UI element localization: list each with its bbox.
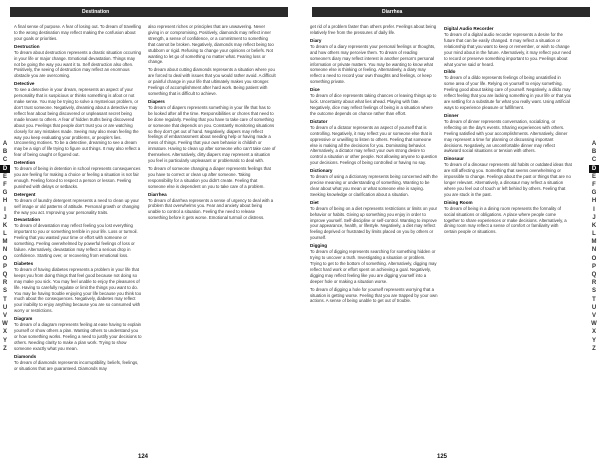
index-letter-x[interactable]: X bbox=[2, 329, 7, 336]
entry-title: Diagram bbox=[14, 316, 33, 322]
entry-body: To dream of a digital audio recorder represents a desire for the future that can be easily changed. It may reflect a situation or relationship that you want to keep or remember, or wish to change your mind about in the future. Alternatively, it may reflect your need to record or preserve something important to you. Feelings about what you've said or heard. bbox=[444, 32, 571, 67]
index-letter-c[interactable]: C bbox=[2, 157, 8, 164]
entry-title: Diary bbox=[310, 37, 322, 43]
index-letter-b[interactable]: B bbox=[591, 149, 597, 156]
index-letter-q[interactable]: Q bbox=[2, 272, 8, 278]
alphabet-index-right bbox=[589, 140, 599, 353]
index-letter-c[interactable]: C bbox=[591, 157, 597, 164]
text-columns bbox=[310, 24, 572, 434]
entry-body: A final sense of purpose. A fear of losing out. To dream of travelling to the wrong destination may reflect making the confusion about your goals or priorities. bbox=[14, 24, 141, 41]
entry-title: Dining Room bbox=[444, 199, 473, 205]
index-letter-p[interactable]: P bbox=[591, 263, 596, 270]
entry-title: Detective bbox=[14, 81, 35, 87]
entry-title: Dinner bbox=[444, 112, 459, 118]
index-letter-a[interactable]: A bbox=[2, 141, 8, 147]
index-letter-o[interactable]: O bbox=[2, 255, 8, 262]
entry-body: To dream of being in a dining room represents the formality of social situations or obligations. A place where people come together to share experiences or make decisions. Alternatively, a dining room may reflect a sense of comfort or familiarity with certain people or situations. bbox=[444, 205, 567, 235]
index-letter-s[interactable]: S bbox=[591, 288, 596, 295]
entry-title: Dice bbox=[310, 87, 320, 93]
entry-title: Diapers bbox=[148, 98, 165, 104]
index-letter-t[interactable]: T bbox=[3, 296, 7, 303]
index-letter-a[interactable]: A bbox=[591, 141, 597, 147]
entry-body: To dream about destruction represents a drastic situation occurring in your life or major change. Emotional devastation. Things may not be going the way you want it to. Self destruction also often. Positively, the seeing of destruction may reflect an enormous obstacle you are overcoming. bbox=[14, 49, 142, 79]
index-letter-d[interactable]: D bbox=[0, 165, 10, 173]
entry-body: To dream of being in detention in school represents consequences you are feeling for making a choice or feeling a situation is not fair enough. Feeling forced to respect a person or lesson. Feeling punished with delays or setbacks. bbox=[14, 166, 141, 189]
entry-title: Devastation bbox=[14, 217, 41, 223]
index-letter-g[interactable]: G bbox=[2, 190, 8, 197]
page-header-bar bbox=[10, 7, 288, 17]
index-letter-d[interactable]: D bbox=[589, 165, 599, 173]
entry-body: To dream of being on a diet represents restrictions or limits on your behavior or habits. Giving up something you enjoy in order to improve yourself. Self-discipline or self-control. Wanting to improve your appearance, health, or lifestyle. Negatively, a diet may reflect feeling deprived or frustrated by limits placed on you by others or yourself. bbox=[310, 205, 438, 241]
index-letter-h[interactable]: H bbox=[2, 198, 8, 205]
alphabet-index-left bbox=[0, 140, 10, 353]
entry-title: Dinosaur bbox=[444, 156, 464, 162]
entry-title: Diet bbox=[310, 199, 319, 205]
index-letter-x[interactable]: X bbox=[591, 329, 596, 336]
entry-title: Detergent bbox=[14, 191, 36, 197]
index-letter-u[interactable]: U bbox=[591, 304, 597, 311]
index-letter-v[interactable]: V bbox=[591, 312, 596, 319]
index-letter-e[interactable]: E bbox=[591, 173, 596, 180]
index-letter-n[interactable]: N bbox=[2, 247, 8, 254]
entry-title: Diabetes bbox=[14, 260, 34, 266]
entry-title: Dictator bbox=[310, 118, 328, 124]
text-column bbox=[444, 24, 572, 434]
entry-title: Diarrhea bbox=[148, 191, 167, 197]
text-column bbox=[310, 24, 438, 434]
entry-title: Dildo bbox=[444, 69, 456, 75]
index-letter-k[interactable]: K bbox=[591, 222, 597, 229]
entry-body: To dream of diarrhea represents a sense of urgency to deal with a problem that overwhelms you. Fear and anxiety about being unable to control a situation. Feeling the need to release something before it gets worse. Emotional turmoil or distress. bbox=[148, 197, 274, 221]
entry-body: To dream of using a dictionary represents being concerned with the precise meaning or understanding of something. Wanting to be clear about what you mean or what someone else is saying. Seeking knowledge or clarification about a situation. bbox=[310, 174, 438, 197]
index-letter-f[interactable]: F bbox=[592, 181, 596, 188]
entry-body: To dream of someone changing a diaper represents feelings that you have to correct or clean up after someone. Taking responsibility for a situation you didn't create. Feeling that someone else is dependent on you to take care of a problem. bbox=[148, 165, 271, 189]
index-letter-q[interactable]: Q bbox=[591, 272, 597, 278]
index-letter-i[interactable]: I bbox=[4, 206, 6, 213]
entry-body: also represent riches or principles that are unwavering. Never giving in or compromising. Positively, diamonds may reflect inner strength, a sense of confidence, or a commitment to something that cannot be broken. Negatively, diamonds may reflect being too stubborn or rigid. Refusing to change your opinions or beliefs. Not wanting to let go of something no matter what. Fearing loss or change. bbox=[148, 24, 274, 65]
entry-body: To dream of diamonds represents incorruptibility, beliefs, feelings, or situations that are guaranteed. Diamonds may bbox=[14, 359, 139, 371]
index-letter-v[interactable]: V bbox=[2, 312, 7, 319]
index-letter-r[interactable]: R bbox=[2, 280, 8, 287]
entry-body: To dream of a dinosaur represents old habits or outdated ideas that are still affecting you. Something that seems overwhelming or impossible to change. Feelings about the past or things that are no longer relevant. Alternatively, a dinosaur may reflect a situation where you feel out of touch or left behind by others. Feeling that you are stuck in the past. bbox=[444, 162, 572, 197]
index-letter-z[interactable]: Z bbox=[3, 345, 7, 352]
page-header-title: Diarrhea bbox=[382, 9, 403, 15]
entry-body: get rid of a problem faster than others prefer. Feelings about being relatively free from the pressures of daily life. bbox=[310, 24, 437, 35]
text-column bbox=[148, 24, 276, 434]
entry-body: To see a detective in your dream, represents an aspect of your personality that is suspicious or thinks something is afoot or not make sense. You may be trying to solve a mysterious problem, or don't trust someone. Negatively, dreaming about a detective may reflect fear about being discovered or unpleasant secret being made known to others. A fear of hidden truths being discovered about you. Feelings that people don't trust you or are watching closely for any mistakes made. Seeing may also mean feeling the way you keep evaluating your problems, or people's lies. Uncovering motives. To be a detective, dreaming to see a dream may be a sign of life trying to figure out things. It may also reflect a fear of being caught or figured out. bbox=[14, 87, 141, 158]
index-letter-s[interactable]: S bbox=[2, 288, 7, 295]
entry-body: To dream of laundry detergent represents a need to clean up your self image or old patterns of attitude. Personal growth or changing the way you act. Improving your personality traits. bbox=[14, 197, 140, 215]
index-letter-e[interactable]: E bbox=[2, 173, 7, 180]
entry-title: Diamonds bbox=[14, 353, 37, 359]
entry-body: To dream about cutting diamonds represents a situation where you are forced to deal with issues that you would rather avoid. A difficult or painful change in your life that ultimately makes you stronger. Feelings of accomplishment after hard work. Being patient with something that is difficult to achieve. bbox=[148, 67, 276, 96]
index-letter-m[interactable]: M bbox=[2, 239, 8, 246]
index-letter-w[interactable]: W bbox=[2, 321, 8, 328]
page-number: 125 bbox=[437, 454, 448, 460]
entry-body: To dream of devastation may reflect feeling you lost everything important to you or something terrible in your life. Loss or turmoil. Feeling that you wasted your time or effort with someone or something. Feeling overwhelmed by powerful feelings of loss or failure. Alternatively, devastation may reflect a serious drop in confidence. Starting over, or recovering from emotional loss. bbox=[14, 223, 138, 258]
entry-body: To dream of diapers represents something in your life that has to be looked after all the time. Responsibilities or chores that need to be done regularly. Feeling that you have to take care of something or someone that depends on you. Constantly monitoring situations so they don't get out of hand. Negatively, diapers may reflect feelings of embarrassment about needing help or having made a mess of things. Feeling that your own behavior is childish or immature. Having to clean up after someone who can't take care of themselves. Alternatively, dirty diapers may represent a situation you feel is particularly unpleasant or problematic to deal with. bbox=[148, 104, 276, 164]
index-letter-u[interactable]: U bbox=[2, 304, 8, 311]
index-letter-f[interactable]: F bbox=[3, 181, 7, 188]
entry-body: To dream of a dictator represents an aspect of yourself that is controlling. Negatively, it may reflect you or someone else that is oppressive or unwilling to listen to others. Feeling that someone else is making all the decisions for you. Dominating behavior. Alternatively, a dictator may reflect your own strong desire to control a situation or other people. Not allowing anyone to question your decisions. Feelings of being controlled or having no say. bbox=[310, 124, 438, 166]
entry-title: Destruction bbox=[14, 43, 40, 49]
entry-body: To dream of a diagram represents feeling at ease having to explain yourself or show others a plan. Wanting others to understand you or how something works. Feeling a need to justify your decisions to others. Needing clarity to make a plan work. Trying to show someone exactly what you mean. bbox=[14, 322, 142, 351]
right-page bbox=[300, 0, 600, 466]
index-letter-i[interactable]: I bbox=[593, 206, 595, 213]
index-letter-y[interactable]: Y bbox=[591, 337, 596, 344]
entry-body: To dream of a diary represents your personal feelings or thoughts, and how others may perceive them. To dream of reading someone's diary may reflect interest in another person's personal information or private matters. You may be wanting to know what someone else is thinking or feeling. Alternatively, a diary may reflect a need to record your own thoughts and feelings, or keep something private. bbox=[310, 43, 436, 85]
entry-title: Detention bbox=[14, 160, 36, 166]
index-letter-t[interactable]: T bbox=[592, 296, 596, 303]
index-letter-w[interactable]: W bbox=[591, 321, 597, 328]
index-letter-m[interactable]: M bbox=[591, 239, 597, 246]
index-letter-b[interactable]: B bbox=[2, 149, 8, 156]
index-letter-o[interactable]: O bbox=[591, 255, 597, 262]
page-header-title: Destination bbox=[82, 9, 110, 15]
entry-body: To dream of digging a hole for yourself represents worrying that a situation is getting worse. Feeling that you are trapped by your own actions. A sense of being unable to get out of trouble. bbox=[310, 286, 438, 304]
page-number: 124 bbox=[138, 454, 149, 460]
index-letter-h[interactable]: H bbox=[591, 198, 597, 205]
entry-body: To dream of digging represents searching for something hidden or trying to uncover a truth. Investigating a situation or problem. Trying to get to the bottom of something. Alternatively, digging may reflect hard work or effort spent on achieving a goal. Negatively, digging may reflect feeling like you are digging yourself into a deeper hole or making a situation worse. bbox=[310, 249, 437, 284]
entry-body: To dream of a dildo represents feelings of being unsatisfied in some area of your life. Relying on yourself to enjoy something. Feeling good about taking care of yourself. Negatively, a dildo may reflect feeling that you are lacking something in your life or that you are settling for a substitute for what you really want. Using artificial ways to experience pleasure or fulfillment. bbox=[444, 75, 572, 110]
entry-body: To dream of dinner represents conversation, socializing, or reflecting on the day's events. Sharing experiences with others. Feeling satisfied with your accomplishments. Alternatively, dinner may represent a time for planning or discussing important decisions. Negatively, an uncomfortable dinner may reflect awkward social situations or tension with others. bbox=[444, 118, 568, 154]
text-columns bbox=[14, 24, 276, 434]
entry-title: Digital Audio Recorder bbox=[444, 26, 494, 31]
index-letter-k[interactable]: K bbox=[2, 222, 8, 229]
index-letter-g[interactable]: G bbox=[591, 190, 597, 197]
index-letter-j[interactable]: J bbox=[3, 214, 7, 221]
text-column bbox=[14, 24, 142, 434]
page-header-bar bbox=[312, 7, 590, 17]
index-letter-p[interactable]: P bbox=[2, 263, 7, 270]
index-letter-l[interactable]: L bbox=[3, 231, 7, 238]
entry-body: To dream of dice represents taking chances or leaving things up to luck. Uncertainty about what lies ahead. Playing with fate. Negatively, dice may reflect feelings of being in a situation where the outcome depends on chance rather than effort. bbox=[310, 93, 437, 116]
entry-title: Digging bbox=[310, 243, 328, 249]
index-letter-z[interactable]: Z bbox=[592, 345, 596, 352]
entry-body: To dream of having diabetes represents a problem in your life that keeps you from doing things that feel good because not doing so may make you sick. You may feel unable to enjoy the pleasures of life. Having to carefully regulate or limit the things you want to do. You may be having trouble enjoying your life because you think too much about the consequences. Negatively, diabetes may reflect your inability to enjoy anything because you are so consumed with worry or restrictions. bbox=[14, 266, 142, 314]
index-letter-r[interactable]: R bbox=[591, 280, 597, 287]
index-letter-j[interactable]: J bbox=[592, 214, 596, 221]
entry-title: Dictionary bbox=[310, 168, 333, 174]
index-letter-y[interactable]: Y bbox=[2, 337, 7, 344]
index-letter-n[interactable]: N bbox=[591, 247, 597, 254]
index-letter-l[interactable]: L bbox=[592, 231, 596, 238]
